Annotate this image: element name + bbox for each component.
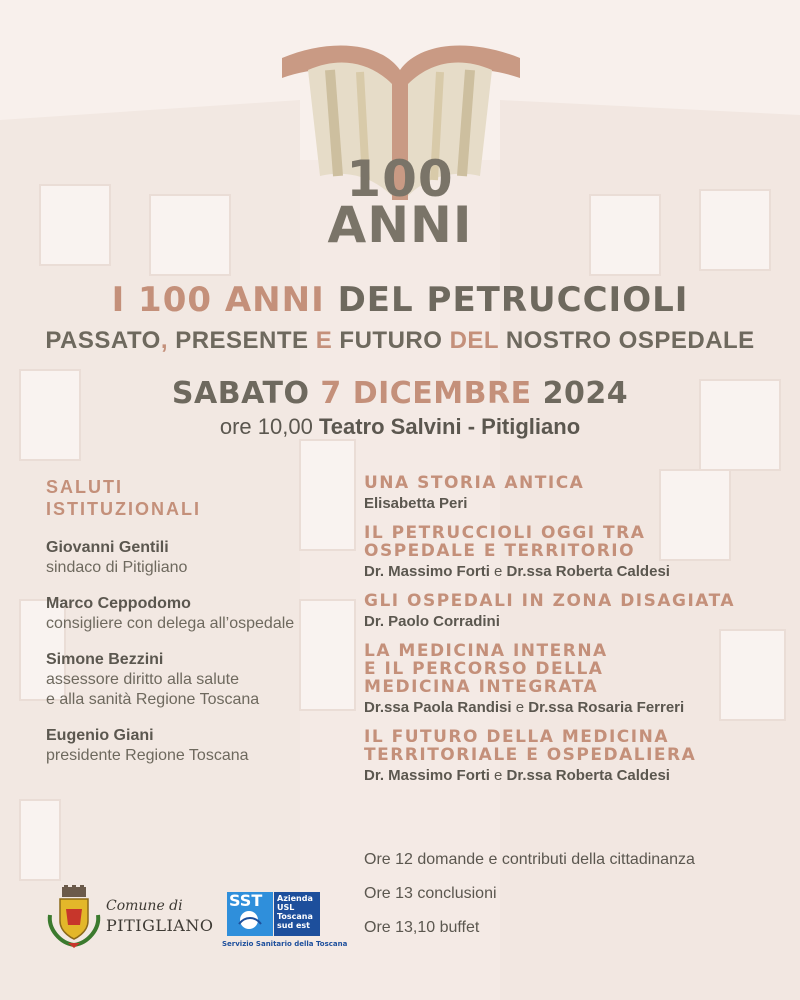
event-venue <box>0 412 800 442</box>
talk-title: IL PETRUCCIOLI OGGI TRA <box>364 523 646 543</box>
speaker-name: Eugenio Giani <box>46 727 154 744</box>
talk-title: MEDICINA INTEGRATA <box>364 677 599 697</box>
speaker-entry <box>46 650 366 710</box>
talk-speakers <box>364 562 784 582</box>
heading-line: SALUTI <box>46 477 123 497</box>
speaker-role: assessore diritto alla salute <box>46 671 239 688</box>
talk-speaker: Dr. Massimo Forti <box>364 767 490 784</box>
talk-item <box>364 474 784 514</box>
subtitle <box>0 326 800 356</box>
talk-title: GLI OSPEDALI IN ZONA DISAGIATA <box>364 591 736 611</box>
greetings-heading <box>46 476 366 520</box>
subtitle-word: FUTURO <box>339 327 443 354</box>
speaker-role: sindaco di Pitigliano <box>46 559 188 576</box>
talk-item <box>364 728 784 786</box>
event-time: ore 10,00 <box>219 414 313 439</box>
main-title-rest: DEL PETRUCCIOLI <box>337 280 689 320</box>
coat-of-arms-icon <box>46 885 102 949</box>
talk-speaker: Dr. Massimo Forti <box>364 563 490 580</box>
sst-logo-text: SST <box>229 891 263 910</box>
talk-conjunction: e <box>489 563 507 580</box>
talk-item <box>364 642 784 718</box>
subtitle-word: E <box>315 327 333 354</box>
usl-badge <box>274 892 320 936</box>
talk-speaker: Dr.ssa Roberta Caldesi <box>506 563 670 580</box>
event-year: 2024 <box>542 376 629 411</box>
subtitle-word: PASSATO <box>45 327 161 354</box>
speaker-entry <box>46 538 366 578</box>
subtitle-word: DEL <box>449 327 499 354</box>
main-title-highlight: I 100 ANNI <box>111 280 325 320</box>
talk-speakers <box>364 612 784 632</box>
talk-title: TERRITORIALE E OSPEDALIERA <box>364 745 697 765</box>
schedule-item: Ore 13,10 buffet <box>364 919 480 936</box>
subtitle-comma: , <box>160 327 169 354</box>
talk-title: E IL PERCORSO DELLA <box>364 659 604 679</box>
schedule-item: Ore 13 conclusioni <box>364 885 497 902</box>
schedule-extras <box>364 850 784 952</box>
speaker-entry <box>46 594 366 634</box>
talk-title: UNA STORIA ANTICA <box>364 473 585 493</box>
talk-speaker: Dr.ssa Paola Randisi <box>364 699 512 716</box>
talk-title: OSPEDALE E TERRITORIO <box>364 541 636 561</box>
usl-text: Azienda <box>277 894 313 903</box>
talk-speakers <box>364 698 784 718</box>
talk-speaker: Dr.ssa Rosaria Ferreri <box>528 699 685 716</box>
talk-conjunction: e <box>511 699 529 716</box>
talk-speakers <box>364 494 784 514</box>
talk-title: IL FUTURO DELLA MEDICINA <box>364 727 669 747</box>
talk-conjunction: e <box>489 767 507 784</box>
speaker-name: Giovanni Gentili <box>46 539 169 556</box>
comune-name: PITIGLIANO <box>106 916 214 935</box>
usl-caption: Servizio Sanitario della Toscana <box>222 940 348 948</box>
talk-speaker: Elisabetta Peri <box>364 495 468 512</box>
usl-text: USL <box>277 903 295 912</box>
logo-word: ANNI <box>327 196 473 254</box>
talk-title: LA MEDICINA INTERNA <box>364 641 608 661</box>
event-date <box>0 376 800 412</box>
talk-item <box>364 524 784 582</box>
logo-number: 100 <box>346 150 454 208</box>
talk-speaker: Dr. Paolo Corradini <box>364 613 500 630</box>
event-date-value: 7 DICEMBRE <box>320 376 532 411</box>
subtitle-word: PRESENTE <box>175 327 309 354</box>
subtitle-word: NOSTRO OSPEDALE <box>505 327 755 354</box>
talk-item <box>364 592 784 632</box>
heading-line: ISTITUZIONALI <box>46 499 201 519</box>
main-title <box>0 280 800 320</box>
usl-text: Toscana <box>277 912 313 921</box>
speaker-name: Marco Ceppodomo <box>46 595 191 612</box>
speaker-entry <box>46 726 366 766</box>
anniversary-logo <box>0 150 800 254</box>
usl-text: sud est <box>277 921 310 930</box>
comune-label: Comune di <box>106 898 183 914</box>
greetings-section <box>46 476 366 782</box>
event-day: SABATO <box>171 376 310 411</box>
speaker-role: consigliere con delega all’ospedale <box>46 615 295 632</box>
speaker-role: presidente Regione Toscana <box>46 747 249 764</box>
talk-speaker: Dr.ssa Roberta Caldesi <box>506 767 670 784</box>
speaker-role: e alla sanità Regione Toscana <box>46 691 260 708</box>
schedule-item: Ore 12 domande e contributi della cittadinanza <box>364 851 695 868</box>
program-section <box>364 474 784 796</box>
speaker-name: Simone Bezzini <box>46 651 164 668</box>
event-place: Teatro Salvini - Pitigliano <box>318 414 581 439</box>
talk-speakers <box>364 766 784 786</box>
